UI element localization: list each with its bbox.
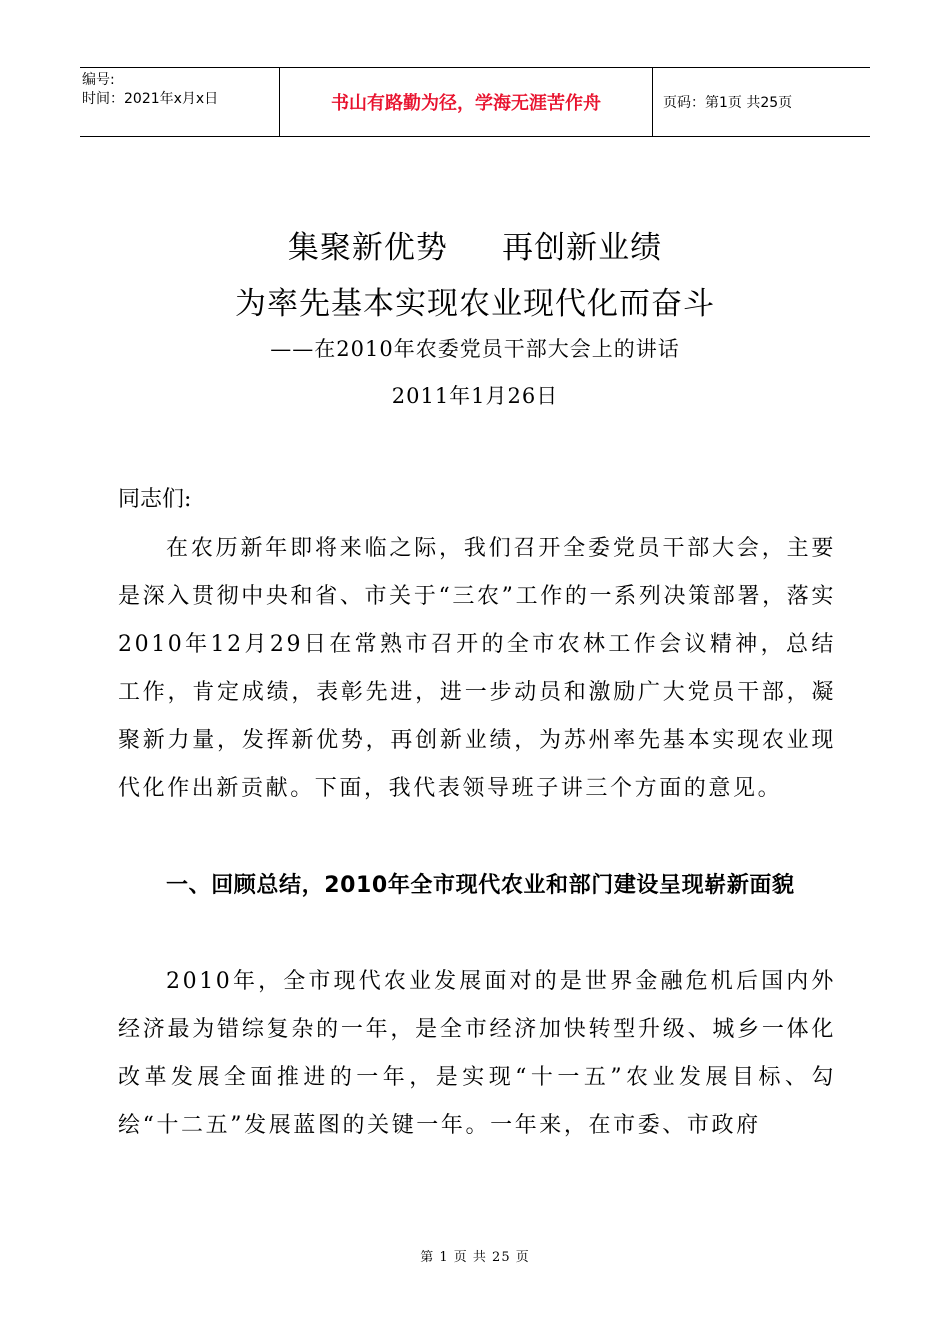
paragraph-1: 在农历新年即将来临之际，我们召开全委党员干部大会，主要是深入贯彻中央和省、市关于“三农”工作的一系列决策部署，落实2010年12月29日在常熟市召开的全市农林工作会议精神，总结工作，肯定成绩，表彰先进，进一步动员和激励广大党员干部，凝聚新力量，发挥新优势，再创新业绩，为苏州率先基本实现农业现代化作出新贡献。下面，我代表领导班子讲三个方面的意见。 <box>118 536 836 801</box>
section-1-heading: 一、回顾总结，2010年全市现代农业和部门建设呈现崭新面貌 <box>166 873 795 898</box>
paragraph-2: 2010年，全市现代农业发展面对的是世界金融危机后国内外经济最为错综复杂的一年，是全市经济加快转型升级、城乡一体化改革发展全面推进的一年，是实现“十一五”农业发展目标、勾绘“十二五”发展蓝图的关键一年。一年来，在市委、市政府 <box>118 969 836 1138</box>
header-time-label: 时间：2021年x月x日 <box>82 91 219 107</box>
header-meta <box>80 68 280 136</box>
header-number-label: 编号: <box>82 72 115 88</box>
subtitle: ——在2010年农委党员干部大会上的讲话 <box>270 337 680 361</box>
page-footer: 第 1 页 共 25 页 <box>420 1250 530 1265</box>
title-line-1: 集聚新优势 再创新业绩 <box>287 230 663 266</box>
header-page-info: 页码：第1页 共25页 <box>663 95 793 111</box>
document-header <box>80 67 870 137</box>
speech-date: 2011年1月26日 <box>391 384 559 408</box>
title-line-2: 为率先基本实现农业现代化而奋斗 <box>235 286 715 322</box>
header-motto: 书山有路勤为径，学海无涯苦作舟 <box>280 68 653 136</box>
salutation: 同志们: <box>118 487 192 512</box>
